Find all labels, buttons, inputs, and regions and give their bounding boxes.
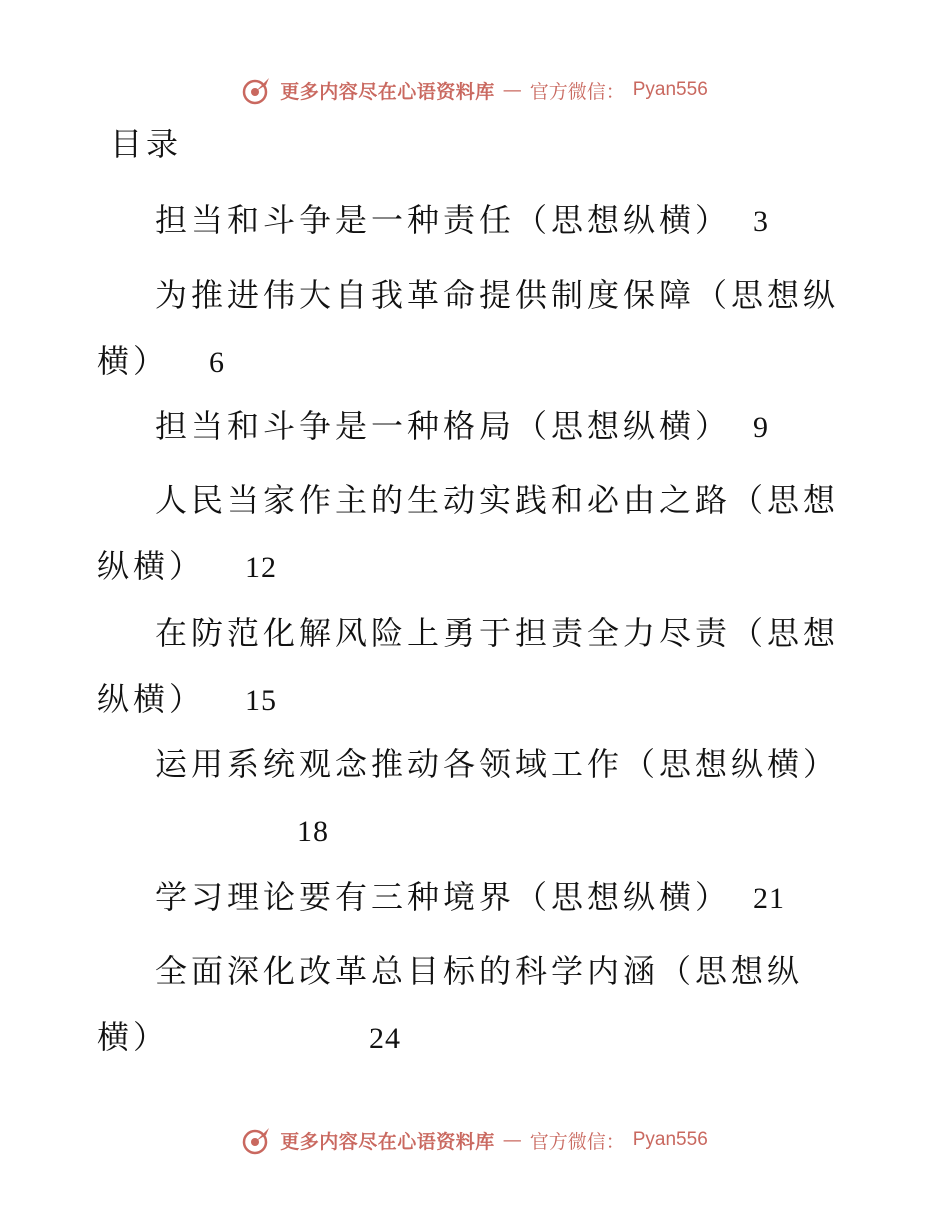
watermark-wechat-id: Pyan556 <box>632 1129 708 1150</box>
quill-logo-icon <box>242 1125 272 1155</box>
toc-entry[interactable] <box>97 600 857 734</box>
toc-entry[interactable] <box>97 262 857 396</box>
toc-entry[interactable] <box>97 393 857 461</box>
toc-entry-page: 3 <box>753 205 770 238</box>
toc-entry-page: 12 <box>245 551 278 584</box>
toc-entry-page: 18 <box>297 815 329 848</box>
footer-watermark <box>0 1120 950 1160</box>
watermark-text: 更多内容尽在心语资料库 <box>280 1130 495 1153</box>
header-watermark <box>0 70 950 110</box>
toc-entry-page: 6 <box>209 346 226 379</box>
toc-entry-page: 24 <box>369 1022 402 1055</box>
toc-entry-title: 全面深化改革总目标的科学内涵（思想纵横） <box>97 952 804 1056</box>
watermark-wechat-label: 官方微信： <box>529 1130 625 1153</box>
watermark-dash: — <box>502 79 522 101</box>
toc-entry-page: 9 <box>753 411 770 444</box>
toc-entry-title: 运用系统观念推动各领域工作（思想纵横） <box>155 745 840 783</box>
watermark-wechat-label: 官方微信： <box>529 80 625 103</box>
watermark-text: 更多内容尽在心语资料库 <box>280 80 495 103</box>
toc-title: 目录 <box>110 125 183 163</box>
watermark-dash: — <box>502 1129 522 1151</box>
toc-entry-page: 15 <box>245 684 278 717</box>
toc-entry-title: 学习理论要有三种境界（思想纵横） <box>155 878 732 916</box>
toc-entry[interactable] <box>97 864 857 932</box>
toc-entry[interactable] <box>97 731 857 865</box>
toc-entry-title: 在防范化解风险上勇于担责全力尽责（思想纵横） <box>97 614 840 718</box>
toc-entry[interactable] <box>97 467 857 601</box>
toc-entry-title: 担当和斗争是一种格局（思想纵横） <box>155 407 732 445</box>
toc-entry[interactable] <box>97 187 857 255</box>
toc-entry-title: 担当和斗争是一种责任（思想纵横） <box>155 201 732 239</box>
toc-entry-page: 21 <box>753 882 786 915</box>
watermark-wechat-id: Pyan556 <box>632 79 708 100</box>
toc-entry-title: 为推进伟大自我革命提供制度保障（思想纵横） <box>97 276 840 380</box>
quill-logo-icon <box>242 75 272 105</box>
toc-entry[interactable] <box>97 938 857 1072</box>
toc-entry-title: 人民当家作主的生动实践和必由之路（思想纵横） <box>97 481 840 585</box>
